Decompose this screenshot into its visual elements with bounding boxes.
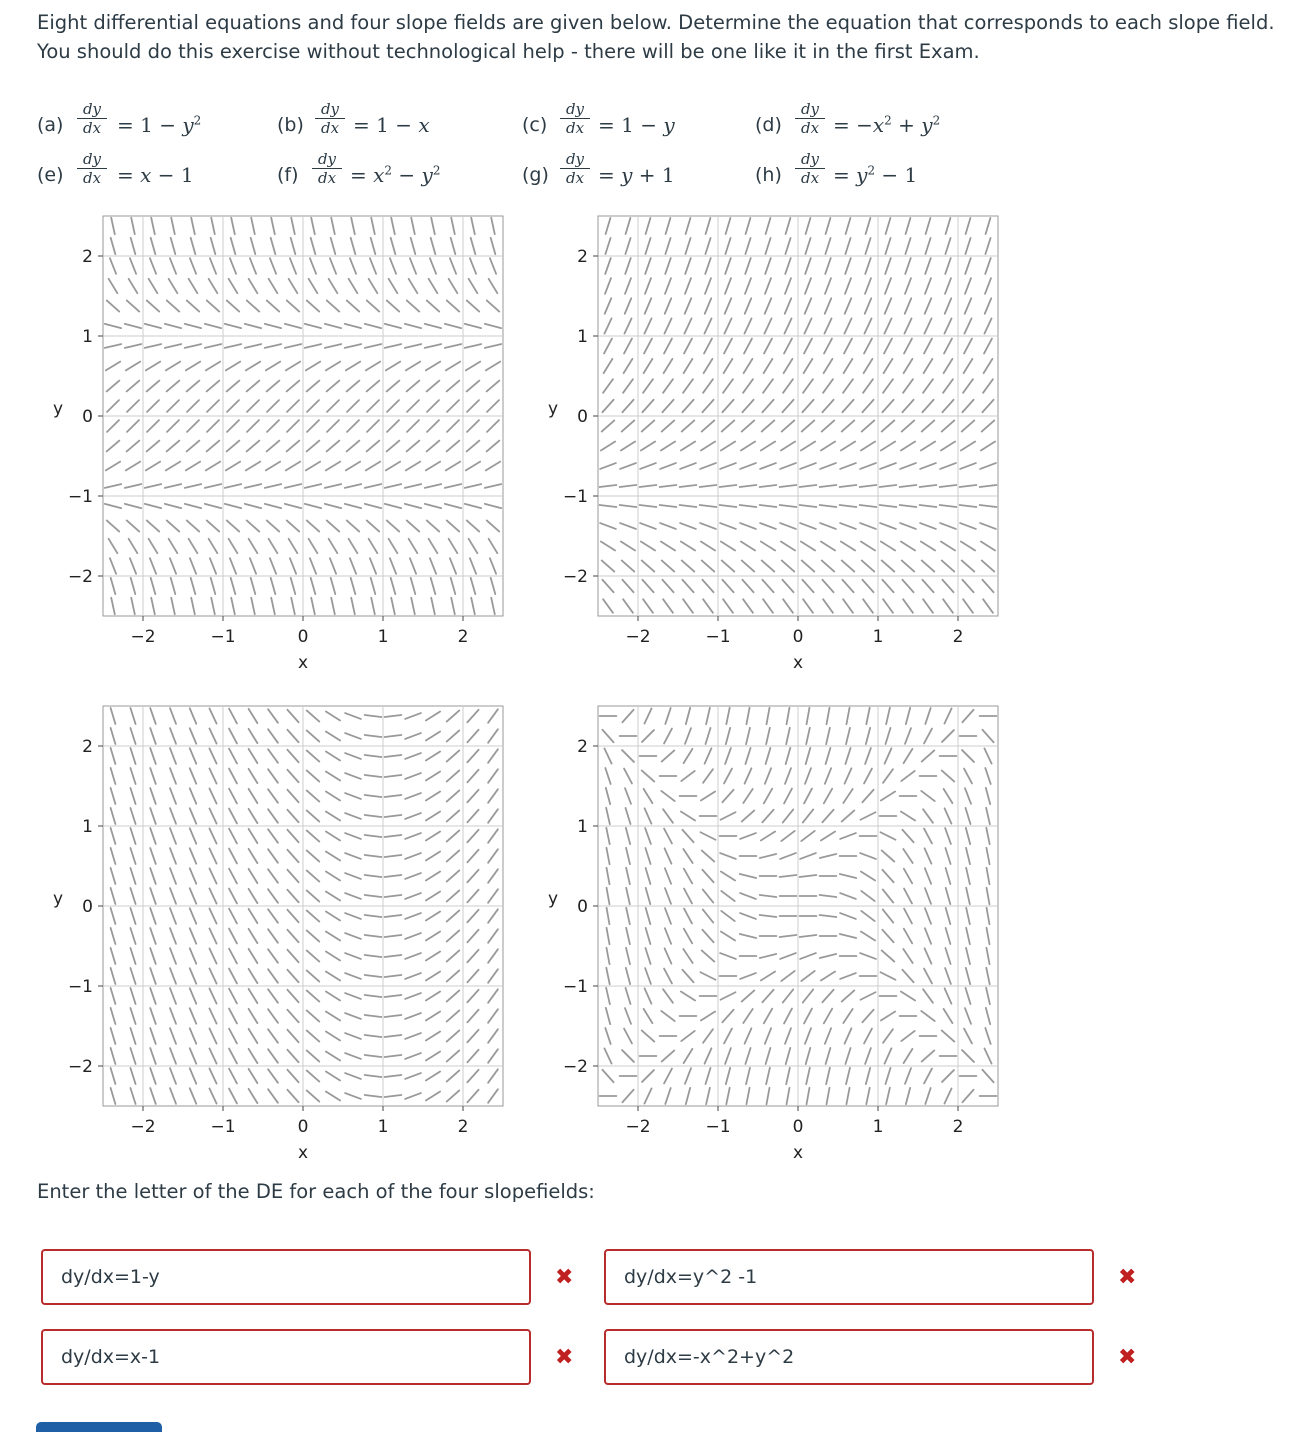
equation-d [755, 100, 975, 150]
slope-field-2 [535, 208, 1015, 672]
y-tick-label: −1 [67, 977, 93, 997]
derivative-fraction: $\frac{dy}{dx}$ [312, 150, 342, 187]
equation-label: (d) [755, 114, 782, 136]
x-tick-label: 0 [792, 1117, 804, 1137]
equation-label: (b) [277, 114, 304, 136]
x-tick-label: −1 [210, 1117, 236, 1137]
x-tick-label: 1 [872, 627, 884, 647]
instructions-line-2: You should do this exercise without technological help - there will be one like it in the first Exam. [37, 40, 980, 63]
derivative-fraction: $\frac{dy}{dx}$ [560, 150, 590, 187]
answer-input-2[interactable] [606, 1251, 1064, 1303]
x-tick-label: 2 [952, 627, 964, 647]
equation-rhs: = $-x^2 + y^2$ [833, 113, 941, 137]
x-axis-label: x [297, 1143, 309, 1163]
y-tick-label: −2 [562, 1057, 588, 1077]
equation-rhs: = y + 1 [598, 163, 675, 187]
y-tick-label: 2 [82, 737, 93, 757]
derivative-fraction: $\frac{dy}{dx}$ [77, 100, 107, 137]
x-tick-label: −2 [130, 1117, 156, 1137]
equation-rhs: = $x^2 - y^2$ [350, 163, 441, 187]
y-axis-label: y [547, 889, 559, 909]
x-axis-label: x [792, 653, 804, 673]
y-tick-label: −2 [67, 567, 93, 587]
x-tick-label: 0 [792, 627, 804, 647]
y-tick-label: 1 [577, 817, 588, 837]
x-tick-label: 2 [457, 627, 469, 647]
equation-f [277, 150, 477, 200]
equation-e [37, 150, 237, 200]
x-tick-label: 1 [377, 1117, 389, 1137]
answer-input-4[interactable] [606, 1331, 1064, 1383]
x-axis-label: x [297, 653, 309, 673]
y-axis-label: y [547, 399, 559, 419]
y-tick-label: 1 [82, 817, 93, 837]
answer-field-2[interactable] [604, 1249, 1094, 1305]
instructions-line-1: Eight differential equations and four slope fields are given below. Determine the equation that corresponds to each slope field. [37, 11, 1275, 34]
instructions [37, 8, 1307, 66]
y-tick-label: 1 [577, 327, 588, 347]
y-tick-label: 2 [577, 737, 588, 757]
x-tick-label: 0 [297, 627, 309, 647]
answer-prompt: Enter the letter of the DE for each of the four slopefields: [37, 1180, 595, 1203]
y-tick-label: 0 [82, 407, 93, 427]
equation-rhs: = x − 1 [117, 163, 194, 187]
equation-label: (f) [277, 164, 299, 186]
equation-label: (h) [755, 164, 782, 186]
slope-field-4 [535, 698, 1015, 1162]
answer-field-3[interactable] [41, 1329, 531, 1385]
x-tick-label: −1 [705, 627, 731, 647]
equation-rhs: = $1 - y^2$ [117, 113, 202, 137]
derivative-fraction: $\frac{dy}{dx}$ [77, 150, 107, 187]
incorrect-icon: ✖ [1118, 1345, 1137, 1370]
incorrect-icon: ✖ [555, 1265, 574, 1290]
incorrect-icon: ✖ [555, 1345, 574, 1370]
y-tick-label: −1 [67, 487, 93, 507]
y-tick-label: −1 [562, 487, 588, 507]
y-tick-label: 2 [577, 247, 588, 267]
y-tick-label: 2 [82, 247, 93, 267]
x-tick-label: −1 [705, 1117, 731, 1137]
x-tick-label: −2 [625, 1117, 651, 1137]
answer-field-1[interactable] [41, 1249, 531, 1305]
y-tick-label: 1 [82, 327, 93, 347]
x-tick-label: −2 [130, 627, 156, 647]
equation-label: (g) [522, 164, 549, 186]
derivative-fraction: $\frac{dy}{dx}$ [795, 150, 825, 187]
equation-c [522, 100, 722, 150]
equation-h [755, 150, 975, 200]
x-axis-label: x [792, 1143, 804, 1163]
equation-rhs: = 1 − x [353, 113, 430, 137]
y-tick-label: 0 [577, 897, 588, 917]
equation-label: (a) [37, 114, 64, 136]
x-tick-label: −1 [210, 627, 236, 647]
derivative-fraction: $\frac{dy}{dx}$ [315, 100, 345, 137]
incorrect-icon: ✖ [1118, 1265, 1137, 1290]
y-tick-label: 0 [577, 407, 588, 427]
derivative-fraction: $\frac{dy}{dx}$ [560, 100, 590, 137]
y-axis-label: y [52, 889, 64, 909]
x-tick-label: 0 [297, 1117, 309, 1137]
answer-input-1[interactable] [43, 1251, 501, 1303]
equation-rhs: = $y^2 - 1$ [833, 163, 918, 187]
next-button-edge[interactable] [36, 1422, 162, 1432]
y-axis-label: y [52, 399, 64, 419]
x-tick-label: 1 [377, 627, 389, 647]
y-tick-label: −2 [562, 567, 588, 587]
answer-input-3[interactable] [43, 1331, 501, 1383]
answer-field-4[interactable] [604, 1329, 1094, 1385]
y-tick-label: −2 [67, 1057, 93, 1077]
x-tick-label: 2 [457, 1117, 469, 1137]
y-tick-label: −1 [562, 977, 588, 997]
x-tick-label: −2 [625, 627, 651, 647]
slope-field-3 [40, 698, 520, 1162]
derivative-fraction: $\frac{dy}{dx}$ [795, 100, 825, 137]
equation-a [37, 100, 237, 150]
x-tick-label: 1 [872, 1117, 884, 1137]
x-tick-label: 2 [952, 1117, 964, 1137]
equation-g [522, 150, 722, 200]
y-tick-label: 0 [82, 897, 93, 917]
slope-field-1 [40, 208, 520, 672]
equation-b [277, 100, 477, 150]
equation-rhs: = 1 − y [598, 113, 675, 137]
equation-label: (e) [37, 164, 64, 186]
equation-label: (c) [522, 114, 548, 136]
